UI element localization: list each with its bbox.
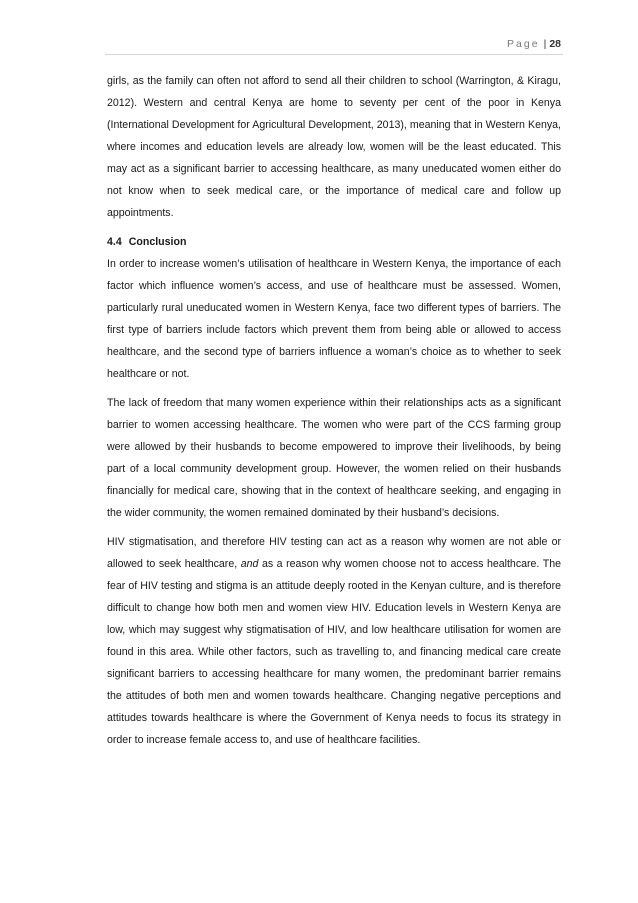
paragraph-4-part-1: HIV stigmatisation, and therefore HIV testing can act as a reason why women are not able or allowed to seek healthcare, bbox=[107, 536, 561, 570]
paragraph-3: The lack of freedom that many women experience within their relationships acts as a significant barrier to women accessing healthcare. The women who were part of the CCS farming group were allowed by their husbands to become empowered to improve their livelihoods, by being part of a local community development group. However, the women relied on their husbands financially for medical care, showing that in the context of healthcare seeking, and engaging in the wider community, the women remained dominated by their husband’s decisions. bbox=[107, 397, 561, 519]
header-rule bbox=[105, 54, 563, 55]
paragraph-4-part-2: as a reason why women choose not to access healthcare. The fear of HIV testing and stigma is an attitude deeply rooted in the Kenyan culture, and is therefore difficult to change how both men and women view HIV. Education levels in Western Kenya are low, which may suggest why stigmatisation of HIV, and low healthcare utilisation for women are found in this area. While other factors, such as travelling to, and financing medical care create significant barriers to accessing healthcare for many women, the predominant barrier remains the attitudes of both men and women towards healthcare. Changing negative perceptions and attitudes towards healthcare is where the Government of Kenya needs to focus its strategy in order to increase female access to, and use of healthcare facilities. bbox=[107, 558, 561, 746]
section-title: Conclusion bbox=[128, 236, 187, 248]
paragraph-1: girls, as the family can often not afford to send all their children to school (Warrington, & Kiragu, 2012). Western and central Kenya are home to seventy per cent of the poor in Kenya (International Development for Agricultural Development, 2013), meaning that in Western Kenya, where incomes and education levels are already low, women will be the least educated. This may act as a significant barrier to accessing healthcare, as many uneducated women either do not know when to seek medical care, or the importance of medical care and follow up appointments. bbox=[107, 75, 561, 219]
page-label: Page bbox=[507, 38, 540, 50]
section-heading bbox=[107, 231, 561, 253]
body-text bbox=[107, 70, 561, 758]
page-header bbox=[507, 38, 561, 50]
page-number: 28 bbox=[549, 38, 561, 50]
paragraph-4 bbox=[107, 531, 561, 751]
paragraph-2: In order to increase women’s utilisation of healthcare in Western Kenya, the importance of each factor which influence women’s access, and use of healthcare must be assessed. Women, particularly rural uneducated women in Western Kenya, face two different types of barriers. The first type of barriers include factors which prevent them from being able or allowed to access healthcare, and the second type of barriers influence a woman’s choice as to whether to seek healthcare or not. bbox=[107, 258, 561, 380]
paragraph-4-emphasis: and bbox=[240, 558, 259, 570]
header-separator: | bbox=[543, 38, 547, 50]
section-number: 4.4 bbox=[107, 236, 122, 248]
